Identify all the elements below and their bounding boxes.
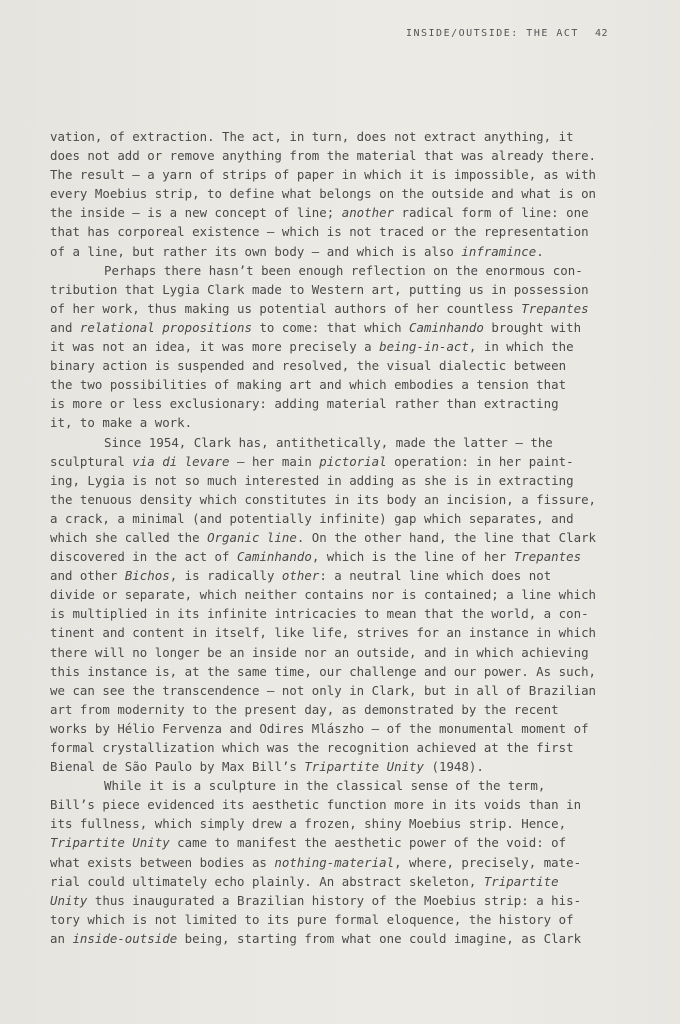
text-run: : a neutral line which does not (319, 568, 552, 584)
show-through-text (150, 84, 570, 100)
text-run: does not add or remove anything from the material that was already there. (50, 148, 597, 164)
text-run: The result – a yarn of strips of paper in which it is impossible, as with (50, 167, 597, 183)
text-run: that has corporeal existence – which is not traced or the representation (50, 224, 589, 240)
text-run: vation, of extraction. The act, in turn, does not extract anything, it (50, 129, 574, 144)
text-run: ing, Lygia is not so much interested in adding as she is in extracting (50, 472, 574, 488)
text-line (50, 413, 630, 432)
text-line (50, 643, 630, 662)
text-run: works by Hélio Fervenza and Odires Mlászho – of the monumental moment of (50, 720, 589, 736)
text-line (50, 795, 630, 814)
text-run: . On the other hand, the line that Clark (296, 529, 597, 545)
text-line (50, 566, 630, 585)
text-run: discovered in the act of (50, 549, 237, 565)
text-line (50, 929, 630, 948)
text-run: binary action is suspended and resolved, the visual dialectic between (50, 358, 567, 374)
text-run: and other (50, 568, 125, 584)
text-run: the two possibilities of making art and which embodies a tension that (50, 377, 567, 393)
italic-term: Tripartite (483, 873, 559, 889)
text-run: every Moebius strip, to define what belongs on the outside and what is on (50, 186, 597, 202)
italic-term: other (281, 568, 320, 584)
text-run: of her work, thus making us potential authors of her countless (50, 300, 522, 316)
text-line (50, 299, 630, 318)
text-run: an (50, 930, 73, 946)
text-line (50, 280, 630, 299)
italic-term: Trepantes (521, 300, 589, 316)
text-run: thus inaugurated a Brazilian history of the Moebius strip: a his- (87, 892, 582, 908)
text-line (50, 681, 630, 700)
text-run: , is radically (169, 568, 282, 584)
running-head (406, 28, 608, 39)
text-line (50, 700, 630, 719)
text-line (50, 261, 630, 280)
text-line (50, 394, 630, 413)
text-line (50, 222, 630, 241)
text-line (50, 127, 630, 146)
text-run: there will no longer be an inside nor an outside, and in which achieving (50, 644, 589, 660)
text-run: and (50, 319, 80, 335)
text-run: radical form of line: one (394, 205, 589, 221)
text-line (50, 872, 630, 891)
text-run: the tenuous density which constitutes in its body an incision, a fissure, (50, 491, 597, 507)
text-line (50, 776, 630, 795)
text-run: its fullness, which simply drew a frozen, shiny Moebius strip. Hence, (50, 816, 567, 832)
running-head-title: INSIDE/OUTSIDE: THE ACT (405, 28, 579, 39)
text-run: , which is the line of her (311, 549, 514, 565)
italic-term: Unity (50, 892, 88, 908)
text-line (50, 490, 630, 509)
text-run: to come: that which (251, 319, 410, 335)
text-line (50, 891, 630, 910)
italic-term: inside-outside (72, 930, 178, 946)
text-run: Bill’s piece evidenced its aesthetic function more in its voids than in (50, 797, 582, 813)
text-run: Perhaps there hasn’t been enough reflection on the enormous con- (104, 262, 583, 278)
body-text (50, 127, 630, 948)
page-number: 42 (594, 28, 608, 39)
text-run: is more or less exclusionary: adding material rather than extracting (50, 396, 559, 412)
text-line (50, 547, 630, 566)
text-run: a crack, a minimal (and potentially infinite) gap which separates, and (50, 510, 574, 526)
italic-term: being-in-act (379, 339, 469, 355)
italic-term: relational propositions (79, 319, 252, 335)
text-line (50, 375, 630, 394)
italic-term: another (341, 205, 395, 221)
italic-term: Organic line (207, 529, 297, 545)
text-line (50, 910, 630, 929)
italic-term: Bichos (124, 568, 170, 584)
text-line (50, 452, 630, 471)
text-run: . (536, 243, 544, 259)
italic-term: via di levare (132, 453, 230, 469)
text-line (50, 814, 630, 833)
italic-term: Caminhando (409, 319, 484, 335)
text-run: operation: in her paint- (386, 453, 574, 469)
text-run: , where, precisely, mate- (394, 854, 582, 870)
text-run: tory which is not limited to its pure formal eloquence, the history of (50, 911, 574, 927)
text-line (50, 853, 630, 872)
text-run: we can see the transcendence – not only in Clark, but in all of Brazilian (50, 682, 597, 698)
text-line (50, 623, 630, 642)
text-line (50, 433, 630, 452)
text-run: rial could ultimately echo plainly. An abstract skeleton, (50, 873, 484, 889)
text-run: (1948). (424, 759, 484, 775)
text-run: being, starting from what one could imagine, as Clark (177, 930, 582, 946)
text-line (50, 203, 630, 222)
text-line (50, 757, 630, 776)
text-run: Bienal de São Paulo by Max Bill’s (50, 759, 305, 775)
text-line (50, 471, 630, 490)
text-line (50, 356, 630, 375)
text-line (50, 738, 630, 757)
italic-term: nothing-material (274, 854, 395, 870)
text-line (50, 833, 630, 852)
text-line (50, 509, 630, 528)
text-run: brought with (483, 319, 582, 335)
text-run: Since 1954, Clark has, antithetically, made the latter – the (104, 434, 553, 450)
text-run: of a line, but rather its own body – and which is also (50, 243, 462, 259)
text-run: art from modernity to the present day, as demonstrated by the recent (50, 701, 559, 717)
text-line (50, 337, 630, 356)
text-run: it was not an idea, it was more precisely a (50, 339, 380, 355)
text-run: tinent and content in itself, like life, strives for an instance in which (50, 625, 597, 641)
text-run: – her main (229, 453, 320, 469)
italic-term: pictorial (319, 453, 387, 469)
text-line (50, 662, 630, 681)
text-run: is multiplied in its infinite intricacies to mean that the world, a con- (50, 606, 589, 622)
text-run: sculptural (50, 453, 133, 469)
text-run: , in which the (468, 339, 574, 355)
text-line (50, 165, 630, 184)
text-run: this instance is, at the same time, our challenge and our power. As such, (50, 663, 597, 679)
text-run: tribution that Lygia Clark made to Western art, putting us in possession (50, 281, 589, 297)
text-line (50, 184, 630, 203)
text-line (50, 719, 630, 738)
text-run: divide or separate, which neither contains nor is contained; a line which (50, 587, 597, 603)
text-line (50, 604, 630, 623)
text-line (50, 585, 630, 604)
text-line (50, 528, 630, 547)
text-line (50, 318, 630, 337)
italic-term: Trepantes (513, 549, 582, 565)
italic-term: Tripartite Unity (304, 759, 425, 775)
text-run: the inside – is a new concept of line; (50, 205, 342, 221)
text-run: While it is a sculpture in the classical sense of the term, (104, 778, 546, 794)
text-run: formal crystallization which was the recognition achieved at the first (50, 740, 574, 755)
italic-term: Tripartite Unity (50, 835, 170, 851)
text-run: what exists between bodies as (50, 854, 275, 870)
text-line (50, 242, 630, 261)
text-run: which she called the (50, 529, 208, 545)
text-line (50, 146, 630, 165)
italic-term: inframince (461, 243, 537, 259)
text-run: it, to make a work. (50, 415, 193, 431)
italic-term: Caminhando (237, 549, 312, 565)
text-run: came to manifest the aesthetic power of the void: of (169, 835, 567, 851)
